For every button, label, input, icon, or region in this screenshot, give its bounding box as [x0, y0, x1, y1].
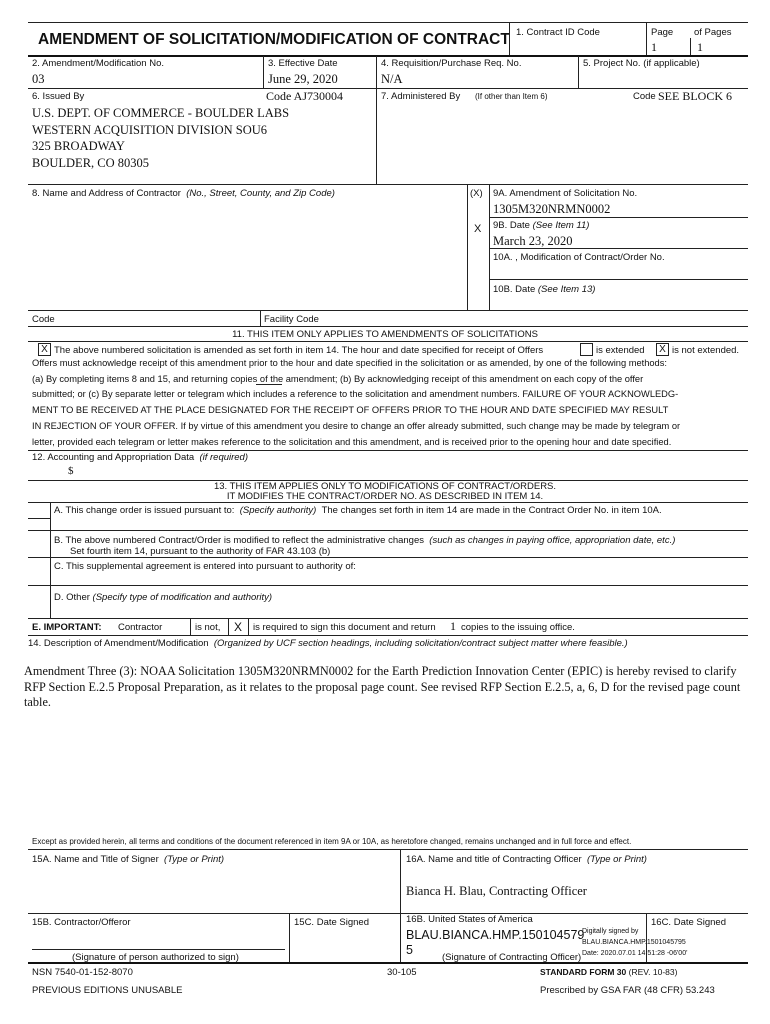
contractor-signature-caption: (Signature of person authorized to sign) — [72, 952, 239, 963]
issued-by-code: Code AJ730004 — [266, 89, 344, 103]
administered-code-label: Code — [633, 91, 656, 102]
item-12-label: 12. Accounting and Appropriation Data (if required) — [32, 452, 249, 463]
administered-code-value: SEE BLOCK 6 — [658, 89, 733, 103]
item-11-instructions: Offers must acknowledge receipt of this amendment prior to the hour and date specified in the solicitation or as amended, by one of the following methods: (a) By completing items 8 and 15, and returning copies of the amendment; (b) By acknowledging receipt of this amendment on each copy of the offer submitted; or (c) By separate letter or telegram which includes a reference to the solicitation and amendment numbers. FAILURE OF YOUR ACKNOWLEDG- MENT TO BE RECEIVED AT THE PLACE DESIGNATED FOR THE RECEIPT OF OFFERS PRIOR TO THE HOUR AND DATE SPECIFIED MAY RESULT IN REJECTION OF YOUR OFFER. If by virtue of this amendment you desire to change an offer already submitted, such change may be made by telegram or letter, provided each telegram or letter makes reference to the solicitation and this amendment, and is received prior to the opening hour and date specified. — [32, 358, 681, 447]
page-count: 1 — [697, 40, 703, 54]
item-13b-authority: Set fourth item 14, pursuant to the authority of FAR 43.103 (b) — [70, 546, 331, 557]
item-9a-value: 1305M320NRMN0002 — [493, 202, 611, 216]
amendment-no-label: 2. Amendment/Modification No. — [32, 58, 165, 69]
important-label: E. IMPORTANT: — [32, 622, 102, 633]
item-9b-mark: X — [474, 223, 482, 235]
item-11-amended-checkbox[interactable]: X — [38, 343, 51, 356]
page-label: Page — [651, 27, 674, 38]
item-12-value: $ — [68, 465, 74, 477]
item-13d-text: D. Other (Specify type of modification and authority) — [54, 592, 273, 603]
digital-signature-digit: 5 — [406, 943, 413, 957]
page-number: 1 — [651, 40, 657, 54]
item-11-extended-label: is extended — [596, 345, 645, 356]
issued-by-label: 6. Issued By — [32, 91, 85, 102]
item-13a-checkbox[interactable] — [28, 518, 50, 519]
item-11-lead-text: The above numbered solicitation is amended as set forth in item 14. The hour and date specified for receipt of Offers — [54, 345, 544, 356]
item-16b-label: 16B. United States of America — [406, 914, 533, 925]
issued-by-address: U.S. DEPT. OF COMMERCE - BOULDER LABS WESTERN ACQUISITION DIVISION SOU6 325 BROADWAY BOULDER, CO 80305 — [32, 106, 290, 170]
item-11-not-extended-checkbox[interactable]: X — [656, 343, 669, 356]
amendment-no-value: 03 — [32, 72, 45, 86]
item-13c-text: C. This supplemental agreement is entered into pursuant to authority of: — [54, 561, 356, 572]
item-15c-label: 15C. Date Signed — [294, 917, 369, 928]
copies-blank — [256, 384, 282, 385]
item-15a-label: 15A. Name and Title of Signer (Type or Print) — [32, 854, 225, 865]
code-label: Code — [32, 314, 55, 325]
contractor-signature-line[interactable] — [32, 949, 285, 950]
item-14-label: 14. Description of Amendment/Modification (Organized by UCF section headings, including solicitation/contract subject matter where feasible.) — [28, 638, 628, 649]
project-label: 5. Project No. (if applicable) — [583, 58, 700, 69]
officer-signature-caption: (Signature of Contracting Officer) — [442, 952, 582, 963]
item-9b-label: 9B. Date (See Item 11) — [493, 220, 590, 231]
item-16a-label: 16A. Name and title of Contracting Officer (Type or Print) — [406, 854, 647, 865]
facility-code-label: Facility Code — [264, 314, 319, 325]
requisition-label: 4. Requisition/Purchase Req. No. — [381, 58, 522, 69]
administered-by-label: 7. Administered By — [381, 91, 461, 102]
of-pages-label: of Pages — [694, 27, 732, 38]
important-copies: 1 — [450, 619, 456, 633]
item-11-extended-checkbox[interactable] — [580, 343, 593, 356]
item-13-heading-1: 13. THIS ITEM APPLIES ONLY TO MODIFICATIONS OF CONTRACT/ORDERS. — [213, 481, 557, 492]
item-10a-label: 10A. , Modification of Contract/Order No. — [493, 252, 665, 263]
form-title: AMENDMENT OF SOLICITATION/MODIFICATION OF CONTRACT — [38, 31, 510, 48]
contracting-officer-name: Bianca H. Blau, Contracting Officer — [406, 884, 587, 898]
important-contractor: Contractor — [118, 622, 163, 633]
important-copies-rest: copies to the issuing office. — [461, 622, 575, 633]
item-11-heading: 11. THIS ITEM ONLY APPLIES TO AMENDMENTS OF SOLICITATIONS — [232, 329, 538, 340]
item-13b-text: B. The above numbered Contract/Order is modified to reflect the administrative changes (such as changes in paying office, appropriation date, etc.) — [54, 535, 676, 546]
item-16c-label: 16C. Date Signed — [651, 917, 726, 928]
important-is-not: is not, — [195, 622, 221, 633]
standard-form: STANDARD FORM 30 (REV. 10-83) — [540, 967, 678, 977]
important-rest: is required to sign this document and return — [253, 622, 436, 633]
contract-id-label: 1. Contract ID Code — [516, 27, 600, 38]
administered-by-note: (If other than Item 6) — [475, 92, 548, 101]
digital-signature-stamp: Digitally signed by BLAU.BIANCA.HMP.1501045795 Date: 2020.07.01 14:51:28 -06'00' — [582, 928, 688, 957]
item-9b-value: March 23, 2020 — [493, 234, 573, 248]
effective-date-value: June 29, 2020 — [268, 72, 338, 86]
item-15b-label: 15B. Contractor/Offeror — [32, 917, 131, 928]
x-column-header: (X) — [470, 188, 483, 199]
important-required-mark[interactable]: X — [234, 620, 243, 634]
previous-editions: PREVIOUS EDITIONS UNUSABLE — [32, 985, 183, 996]
item-13-heading-2: IT MODIFIES THE CONTRACT/ORDER NO. AS DESCRIBED IN ITEM 14. — [226, 491, 544, 502]
digital-signature-name[interactable]: BLAU.BIANCA.HMP.150104579 — [406, 928, 585, 942]
item-11-not-extended-label: is not extended. — [672, 345, 740, 356]
item-10b-label: 10B. Date (See Item 13) — [493, 284, 596, 295]
item-9a-label: 9A. Amendment of Solicitation No. — [493, 188, 638, 199]
prescribed-by: Prescribed by GSA FAR (48 CFR) 53.243 — [540, 985, 715, 996]
terms-note: Except as provided herein, all terms and conditions of the document referenced in item 9A or 10A, as heretofore changed, remains unchanged and in full force and effect. — [32, 837, 632, 846]
amendment-description: Amendment Three (3): NOAA Solicitation 1305M320NRMN0002 for the Earth Prediction Innovation Center (EPIC) is hereby revised to clarify RFP Section E.2.5 Proposal Preparation, as it relates to the proposal page count. See revised RFP Section E.2.5, a, 6, D for the revised page count table. — [24, 664, 741, 709]
contractor-address-label: 8. Name and Address of Contractor (No., Street, County, and Zip Code) — [32, 188, 335, 199]
requisition-value: N/A — [381, 72, 403, 86]
nsn-number: NSN 7540-01-152-8070 — [32, 967, 133, 978]
rule — [28, 22, 748, 23]
item-13a-text: A. This change order is issued pursuant to: (Specify authority) The changes set forth in item 14 are made in the Contract Order No. in item 10A. — [54, 505, 662, 516]
form-code: 30-105 — [387, 967, 417, 978]
effective-date-label: 3. Effective Date — [268, 58, 338, 69]
